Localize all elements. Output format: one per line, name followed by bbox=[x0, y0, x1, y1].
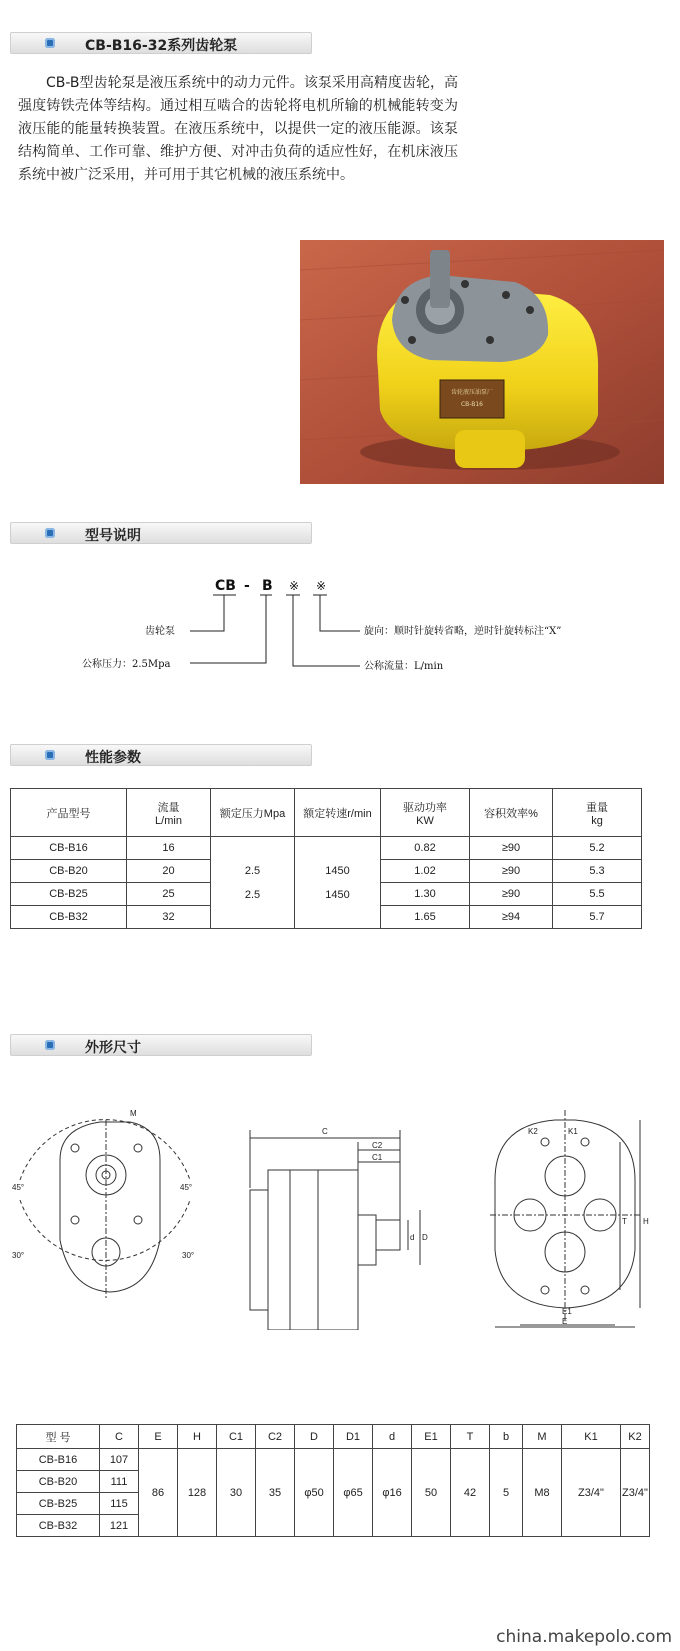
label-angle-4: 30° bbox=[182, 1251, 195, 1260]
label-D: D bbox=[422, 1233, 428, 1242]
cell-power: 1.02 bbox=[381, 860, 470, 883]
section-title: 外形尺寸 bbox=[85, 1040, 141, 1056]
cell-c: 115 bbox=[100, 1493, 139, 1515]
watermark: china.makepolo.com bbox=[496, 1627, 672, 1647]
col-c2: C2 bbox=[256, 1425, 295, 1449]
cell-efficiency: ≥90 bbox=[470, 883, 553, 906]
cell-flow: 25 bbox=[127, 883, 211, 906]
cell-c2: 35 bbox=[256, 1449, 295, 1537]
col-model: 产品型号 bbox=[11, 789, 127, 837]
section-bullet-icon bbox=[45, 750, 55, 760]
cell-k1: Z3/4" bbox=[562, 1449, 621, 1537]
col-d1: D1 bbox=[334, 1425, 373, 1449]
label-rotation: 旋向：顺时针旋转省略，逆时针旋转标注“X” bbox=[364, 626, 562, 637]
cell-power: 1.30 bbox=[381, 883, 470, 906]
col-e: E bbox=[139, 1425, 178, 1449]
label-t: T bbox=[622, 1217, 627, 1226]
cell-b: 5 bbox=[490, 1449, 523, 1537]
cell-e: 86 bbox=[139, 1449, 178, 1537]
label-h: H bbox=[643, 1217, 649, 1226]
col-h: H bbox=[178, 1425, 217, 1449]
cell-model: CB-B32 bbox=[17, 1515, 100, 1537]
section-bullet-icon bbox=[45, 1040, 55, 1050]
label-k2: K2 bbox=[528, 1127, 538, 1136]
dimension-drawings bbox=[0, 1080, 680, 1330]
dimension-table bbox=[16, 1424, 650, 1537]
intro-paragraph: CB-B型齿轮泵是液压系统中的动力元件。该泵采用高精度齿轮，高强度铸铁壳体等结构。通过相互啮合的齿轮将电机所输的机械能转变为液压能的能量转换装置。在液压系统中，以提供一定的液压能源。该泵结构简单、工作可靠、维护方便、对冲击负荷的适应性好，在机床液压系统中被广泛采用，并可用于其它机械的液压系统中。 bbox=[18, 75, 458, 183]
section-header-intro bbox=[10, 32, 312, 54]
section-header-model bbox=[10, 522, 312, 544]
label-d: d bbox=[410, 1233, 415, 1242]
code-dash: - bbox=[244, 578, 250, 594]
label-c1: C1 bbox=[372, 1153, 383, 1162]
cell-weight: 5.3 bbox=[553, 860, 642, 883]
code-mark-2: ※ bbox=[316, 579, 327, 593]
cell-flow: 20 bbox=[127, 860, 211, 883]
col-efficiency: 容积效率% bbox=[470, 789, 553, 837]
cell-model: CB-B25 bbox=[17, 1493, 100, 1515]
col-flow: 流量 L/min bbox=[127, 789, 211, 837]
section-title: CB-B16-32系列齿轮泵 bbox=[85, 38, 238, 54]
cell-model: CB-B20 bbox=[11, 860, 127, 883]
cell-c: 121 bbox=[100, 1515, 139, 1537]
front-view-drawing bbox=[20, 1120, 193, 1300]
section-header-performance bbox=[10, 744, 312, 766]
col-d: d bbox=[373, 1425, 412, 1449]
cell-weight: 5.7 bbox=[553, 906, 642, 929]
col-model: 型 号 bbox=[17, 1425, 100, 1449]
cell-d: φ16 bbox=[373, 1449, 412, 1537]
code-mark-1: ※ bbox=[289, 579, 300, 593]
table-row bbox=[11, 837, 642, 860]
col-weight: 重量 kg bbox=[553, 789, 642, 837]
label-angle-1: 45° bbox=[12, 1183, 25, 1192]
cell-e1: 50 bbox=[412, 1449, 451, 1537]
code-b: B bbox=[262, 578, 273, 594]
col-c1: C1 bbox=[217, 1425, 256, 1449]
col-k2: K2 bbox=[621, 1425, 650, 1449]
label-pump: 齿轮泵 bbox=[145, 626, 175, 637]
label-flow: 公称流量：L/min bbox=[364, 661, 444, 672]
col-d-outer: D bbox=[295, 1425, 334, 1449]
cell-efficiency: ≥90 bbox=[470, 837, 553, 860]
performance-table bbox=[10, 788, 642, 929]
gear-pump-photo bbox=[300, 240, 664, 484]
label-c2: C2 bbox=[372, 1141, 383, 1150]
cell-c: 111 bbox=[100, 1471, 139, 1493]
side-view-drawing bbox=[250, 1130, 420, 1330]
col-e1: E1 bbox=[412, 1425, 451, 1449]
col-pressure: 额定压力Mpa bbox=[211, 789, 295, 837]
cell-efficiency: ≥94 bbox=[470, 906, 553, 929]
cell-c1: 30 bbox=[217, 1449, 256, 1537]
col-c: C bbox=[100, 1425, 139, 1449]
col-t: T bbox=[451, 1425, 490, 1449]
cell-k2: Z3/4" bbox=[621, 1449, 650, 1537]
label-e1: E1 bbox=[562, 1307, 572, 1316]
label-c: C bbox=[322, 1127, 328, 1136]
cell-power: 1.65 bbox=[381, 906, 470, 929]
cell-d-outer: φ50 bbox=[295, 1449, 334, 1537]
cell-m: M8 bbox=[523, 1449, 562, 1537]
cell-weight: 5.2 bbox=[553, 837, 642, 860]
label-e: E bbox=[562, 1317, 568, 1326]
nameplate-model: CB-B16 bbox=[460, 401, 484, 408]
cell-model: CB-B32 bbox=[11, 906, 127, 929]
section-title: 性能参数 bbox=[85, 750, 141, 766]
cell-h: 128 bbox=[178, 1449, 217, 1537]
col-k1: K1 bbox=[562, 1425, 621, 1449]
cell-speed: 1450 1450 bbox=[295, 837, 381, 929]
cell-model: CB-B16 bbox=[17, 1449, 100, 1471]
cell-c: 107 bbox=[100, 1449, 139, 1471]
label-k1: K1 bbox=[568, 1127, 578, 1136]
nameplate-title: 齿轮液压油泵厂 bbox=[450, 389, 494, 396]
section-title: 型号说明 bbox=[85, 528, 141, 544]
cell-efficiency: ≥90 bbox=[470, 860, 553, 883]
col-m: M bbox=[523, 1425, 562, 1449]
label-angle-2: 30° bbox=[12, 1251, 25, 1260]
col-speed: 额定转速r/min bbox=[295, 789, 381, 837]
cell-weight: 5.5 bbox=[553, 883, 642, 906]
cell-flow: 32 bbox=[127, 906, 211, 929]
col-b: b bbox=[490, 1425, 523, 1449]
cell-t: 42 bbox=[451, 1449, 490, 1537]
cell-d1: φ65 bbox=[334, 1449, 373, 1537]
section-header-dimensions bbox=[10, 1034, 312, 1056]
cell-power: 0.82 bbox=[381, 837, 470, 860]
cell-flow: 16 bbox=[127, 837, 211, 860]
rear-view-drawing bbox=[490, 1110, 640, 1327]
section-bullet-icon bbox=[45, 38, 55, 48]
cell-model: CB-B25 bbox=[11, 883, 127, 906]
table-row bbox=[17, 1449, 650, 1471]
table-header-row bbox=[11, 789, 642, 837]
code-cb: CB bbox=[215, 578, 236, 594]
section-bullet-icon bbox=[45, 528, 55, 538]
label-pressure: 公称压力：2.5Mpa bbox=[82, 659, 171, 670]
cell-model: CB-B20 bbox=[17, 1471, 100, 1493]
cell-model: CB-B16 bbox=[11, 837, 127, 860]
cell-pressure: 2.5 2.5 bbox=[211, 837, 295, 929]
model-code-diagram bbox=[0, 560, 680, 690]
table-header-row bbox=[17, 1425, 650, 1449]
label-angle-3: 45° bbox=[180, 1183, 193, 1192]
label-m: M bbox=[130, 1109, 137, 1118]
col-power: 驱动功率 KW bbox=[381, 789, 470, 837]
